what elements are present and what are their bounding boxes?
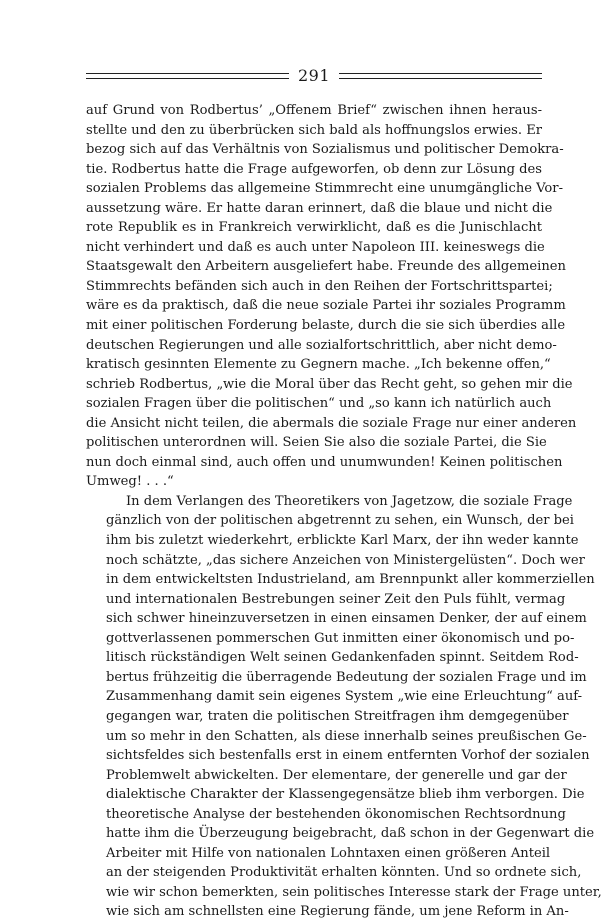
text-line: rote Republik es in Frankreich verwirklicht, daß es die Junischlacht — [86, 220, 542, 236]
text-line: gänzlich von der politischen abgetrennt zu sehen, ein Wunsch, der bei — [106, 513, 574, 529]
page-header — [86, 66, 542, 86]
text-line: auf Grund von Rodbertus’ „Offenem Brief“ zwischen ihnen heraus- — [86, 103, 542, 118]
text-line: gottverlassenen pommerschen Gut inmitten einer ökonomisch und po- — [106, 630, 575, 646]
page-number: 291 — [297, 66, 331, 85]
text-line: politischen unterordnen will. Seien Sie also die soziale Partei, die Sie — [86, 435, 547, 451]
text-line: an der steigenden Produktivität erhalten könnten. Und so ordnete sich, — [106, 865, 582, 881]
text-line: mit einer politischen Forderung belaste, durch die sie sich überdies alle — [86, 318, 566, 334]
text-line: litisch rückständigen Welt seinen Gedankenfaden spinnt. Seitdem Rod- — [106, 650, 579, 666]
text-line: gegangen war, traten die politischen Streitfragen ihm demgegenüber — [106, 708, 569, 724]
text-line: ihm bis zuletzt wiederkehrt, erblickte Karl Marx, der ihn weder kannte — [106, 533, 579, 549]
text-line: wie wir schon bemerkten, sein politisches Interesse stark der Frage unter, — [106, 884, 602, 900]
text-line: die Ansicht nicht teilen, die abermals die soziale Frage nur einer anderen — [86, 415, 577, 431]
text-line: in dem entwickeltsten Industrieland, am Brennpunkt aller kommerziellen — [106, 572, 595, 588]
text-line: aussetzung wäre. Er hatte daran erinnert, daß die blaue und nicht die — [86, 200, 553, 216]
text-line: kratisch gesinnten Elemente zu Gegnern mache. „Ich bekenne offen,“ — [86, 357, 551, 373]
text-line: bertus frühzeitig die überragende Bedeutung der sozialen Frage und im — [106, 669, 587, 685]
text-line: und internationalen Bestrebungen seiner Zeit den Puls fühlt, vermag — [106, 591, 566, 607]
text-line: tie. Rodbertus hatte die Frage aufgeworfen, ob denn zur Lösung des — [86, 161, 543, 177]
text-line: Arbeiter mit Hilfe von nationalen Lohntaxen einen größeren Anteil — [106, 845, 551, 861]
text-line: sichtsfeldes sich bestenfalls erst in einem entfernten Vorhof der sozialen — [106, 748, 590, 764]
paragraph — [86, 101, 577, 492]
text-line: um so mehr in den Schatten, als diese innerhalb seines preußischen Ge- — [106, 728, 587, 744]
header-rule-right — [339, 73, 542, 79]
text-line: wäre es da praktisch, daß die neue soziale Partei ihr soziales Programm — [86, 298, 566, 314]
text-line: dialektische Charakter der Klassengegensätze blieb ihm verborgen. Die — [106, 787, 585, 803]
text-line: deutschen Regierungen und alle sozialfortschrittlich, aber nicht demo- — [86, 337, 557, 353]
text-line: schrieb Rodbertus, „wie die Moral über das Recht geht, so gehen mir die — [86, 376, 573, 392]
text-line: Staatsgewalt den Arbeitern ausgeliefert habe. Freunde des allgemeinen — [86, 259, 566, 275]
text-line: In dem Verlangen des Theoretikers von Jagetzow, die soziale Frage — [126, 493, 573, 509]
header-rule-left — [86, 73, 289, 79]
text-line: noch schätzte, „das sichere Anzeichen von Ministergelüsten“. Doch wer — [106, 552, 585, 568]
text-line: wie sich am schnellsten eine Regierung fände, um jene Reform in An- — [106, 904, 569, 920]
text-line: sich schwer hineinzuversetzen in einen einsamen Denker, der auf einem — [106, 611, 587, 627]
text-line: theoretische Analyse der bestehenden ökonomischen Rechtsordnung — [106, 806, 566, 822]
text-line: nun doch einmal sind, auch offen und unumwunden! Keinen politischen — [86, 454, 563, 470]
text-line: nicht verhindert und daß es auch unter Napoleon III. keineswegs die — [86, 239, 545, 255]
text-line: Problemwelt abwickelten. Der elementare, der generelle und gar der — [106, 767, 567, 783]
body-text — [86, 101, 602, 922]
text-line: bezog sich auf das Verhältnis von Sozialismus und politischer Demokra- — [86, 142, 564, 158]
paragraph — [86, 492, 602, 922]
text-line: hatte ihm die Überzeugung beigebracht, daß schon in der Gegenwart die — [106, 826, 595, 842]
text-line: Stimmrechts befänden sich auch in den Reihen der Fortschrittspartei; — [86, 278, 553, 294]
text-line: Zusammenhang damit sein eigenes System „wie eine Erleuchtung“ auf- — [106, 689, 583, 705]
text-line: Umweg! . . .“ — [86, 474, 174, 490]
text-line: stellte und den zu überbrücken sich bald als hoffnungslos erwies. Er — [86, 122, 543, 138]
text-line: sozialen Fragen über die politischen“ und „so kann ich natürlich auch — [86, 396, 552, 412]
text-line: sozialen Problems das allgemeine Stimmrecht eine unumgängliche Vor- — [86, 181, 563, 197]
